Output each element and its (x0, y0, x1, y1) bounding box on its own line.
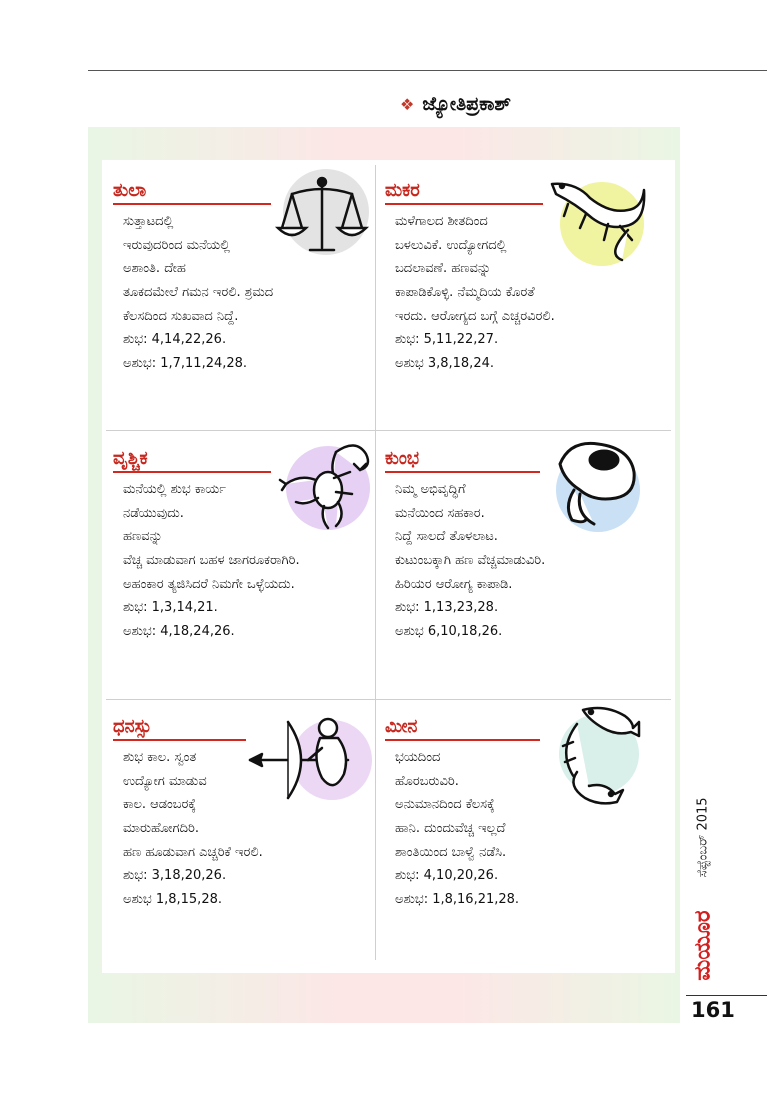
text-line: ನಿದ್ದೆ ಸಾಲದೆ ತೊಳಲಾಟ. (395, 529, 498, 545)
text-line: ನಿಮ್ಮ ಅಭಿವೃದ್ಧಿಗೆ (395, 482, 466, 497)
diamond-bullet-icon: ❖ (400, 95, 415, 114)
text-line: ಮಳೆಗಾಲದ ಶೀತದಿಂದ (395, 214, 488, 229)
text-line: ಶಾಂತಿಯಿಂದ ಬಾಳ್ವೆ ನಡೆಸಿ. (395, 844, 507, 860)
text-line: ಅಶುಭ: 1,7,11,24,28. (123, 356, 248, 372)
magazine-logo-text: ಮಯೂರ (690, 910, 716, 981)
text-line: ವೆಚ್ಚ ಮಾಡುವಾಗ ಬಹಳ ಜಾಗರೂಕರಾಗಿರಿ. (123, 553, 300, 569)
title-underline (385, 471, 540, 473)
sign-text (395, 210, 555, 376)
libra-scales-icon (272, 166, 372, 258)
text-line: ಮಾರುಹೋಗದಿರಿ. (123, 821, 199, 837)
text-line: ಅಶಾಂತಿ. ದೇಹ (123, 261, 186, 277)
text-line: ಮನೆಯಲ್ಲಿ ಶುಭ ಕಾರ್ಯ (123, 482, 226, 497)
text-line: ಅನುಮಾನದಿಂದ ಕೆಲಸಕ್ಕೆ (395, 797, 495, 813)
title-underline (113, 739, 246, 741)
sign-title: ಧನಸ್ಸು (113, 716, 152, 737)
capricorn-crocodile-icon (546, 170, 650, 268)
text-line: ಹಾನಿ. ದುಂದುವೆಚ್ಚ ಇಲ್ಲದೆ (395, 821, 506, 837)
text-line: ಅಶುಭ 6,10,18,26. (395, 624, 503, 640)
issue-date (688, 790, 718, 900)
text-line: ಇರುವುದರಿಂದ ಮನೆಯಲ್ಲಿ (123, 237, 231, 253)
sign-title: ತುಲಾ (113, 180, 147, 201)
text-line: ಅಶುಭ 3,8,18,24. (395, 356, 494, 372)
text-line: ಬಳಲುವಿಕೆ. ಉದ್ಯೋಗದಲ್ಲಿ (395, 237, 507, 253)
page-number-rule (686, 995, 767, 996)
title-underline (385, 739, 540, 741)
issue-date-text: ಸೆಪ್ಟೆಂಬರ್ 2015 (695, 797, 711, 878)
text-line: ತೂಕದಮೇಲೆ ಗಮನ ಇರಲಿ. ಶ್ರಮದ (123, 285, 274, 301)
aquarius-pot-icon (550, 434, 646, 534)
title-underline (385, 203, 543, 205)
page-number: 161 (691, 998, 735, 1022)
text-line: ಇರದು. ಆರೋಗ್ಯದ ಬಗ್ಗೆ ಎಚ್ಚರವಿರಲಿ. (395, 308, 555, 324)
pisces-fish-icon (553, 702, 643, 808)
text-line: ಶುಭ: 1,3,14,21. (123, 600, 218, 616)
row-divider-2 (106, 699, 671, 700)
sign-title: ವೃಶ್ಚಿಕ (113, 448, 148, 469)
sign-text (123, 210, 273, 376)
sign-title: ಮಕರ (385, 180, 420, 201)
sign-title: ಮೀನ (385, 716, 418, 737)
scorpio-scorpion-icon (276, 432, 376, 536)
sign-text (395, 746, 519, 912)
column-divider (375, 165, 376, 960)
text-line: ಶುಭ ಕಾಲ. ಸ್ವಂತ (123, 750, 197, 765)
section-title: ಜ್ಯೋತಿಪ್ರಕಾಶ್ (422, 93, 511, 115)
sign-text (395, 478, 545, 644)
text-line: ಅಹಂಕಾರ ತ್ಯಜಿಸಿದರೆ ನಿಮಗೇ ಒಳ್ಳೆಯದು. (123, 576, 295, 592)
top-rule (88, 70, 767, 71)
sign-title: ಕುಂಭ (385, 448, 420, 469)
text-line: ಹಣವನ್ನು (123, 529, 163, 545)
section-header (400, 93, 511, 115)
text-line: ಶುಭ: 1,13,23,28. (395, 600, 499, 616)
text-line: ಕಾಪಾಡಿಕೊಳ್ಳಿ. ನೆಮ್ಮದಿಯ ಕೊರತೆ (395, 285, 535, 301)
text-line: ಕುಟುಂಬಕ್ಕಾಗಿ ಹಣ ವೆಚ್ಚಮಾಡುವಿರಿ. (395, 553, 546, 569)
sagittarius-archer-icon (248, 708, 372, 808)
row-divider-1 (106, 430, 671, 431)
text-line: ಅಶುಭ 1,8,15,28. (123, 892, 222, 908)
text-line: ಬದಲಾವಣೆ. ಹಣವನ್ನು (395, 261, 491, 277)
text-line: ಕಾಲ. ಆಡಂಬರಕ್ಕೆ (123, 797, 197, 813)
text-line: ಅಶುಭ: 1,8,16,21,28. (395, 892, 520, 908)
text-line: ಹಣ ಹೂಡುವಾಗ ಎಚ್ಚರಿಕೆ ಇರಲಿ. (123, 844, 263, 860)
sign-text (123, 746, 263, 912)
text-line: ಅಶುಭ: 4,18,24,26. (123, 624, 235, 640)
magazine-logo (690, 910, 716, 984)
text-line: ಶುಭ: 5,11,22,27. (395, 332, 499, 348)
text-line: ಸುತ್ತಾಟದಲ್ಲಿ (123, 214, 174, 229)
sign-text (123, 478, 300, 644)
title-underline (113, 203, 271, 205)
text-line: ಶುಭ: 4,10,20,26. (395, 868, 499, 884)
text-line: ಹೊರಬರುವಿರಿ. (395, 773, 459, 789)
text-line: ಉದ್ಯೋಗ ಮಾಡುವ (123, 773, 207, 789)
text-line: ನಡೆಯುವುದು. (123, 505, 184, 521)
text-line: ಮನೆಯಿಂದ ಸಹಕಾರ. (395, 505, 485, 521)
text-line: ಹಿರಿಯರ ಆರೋಗ್ಯ ಕಾಪಾಡಿ. (395, 576, 513, 592)
title-underline (113, 471, 271, 473)
text-line: ಶುಭ: 3,18,20,26. (123, 868, 227, 884)
text-line: ಭಯದಿಂದ (395, 750, 441, 765)
text-line: ಕೆಲಸದಿಂದ ಸುಖವಾದ ನಿದ್ದೆ. (123, 308, 239, 324)
text-line: ಶುಭ: 4,14,22,26. (123, 332, 227, 348)
